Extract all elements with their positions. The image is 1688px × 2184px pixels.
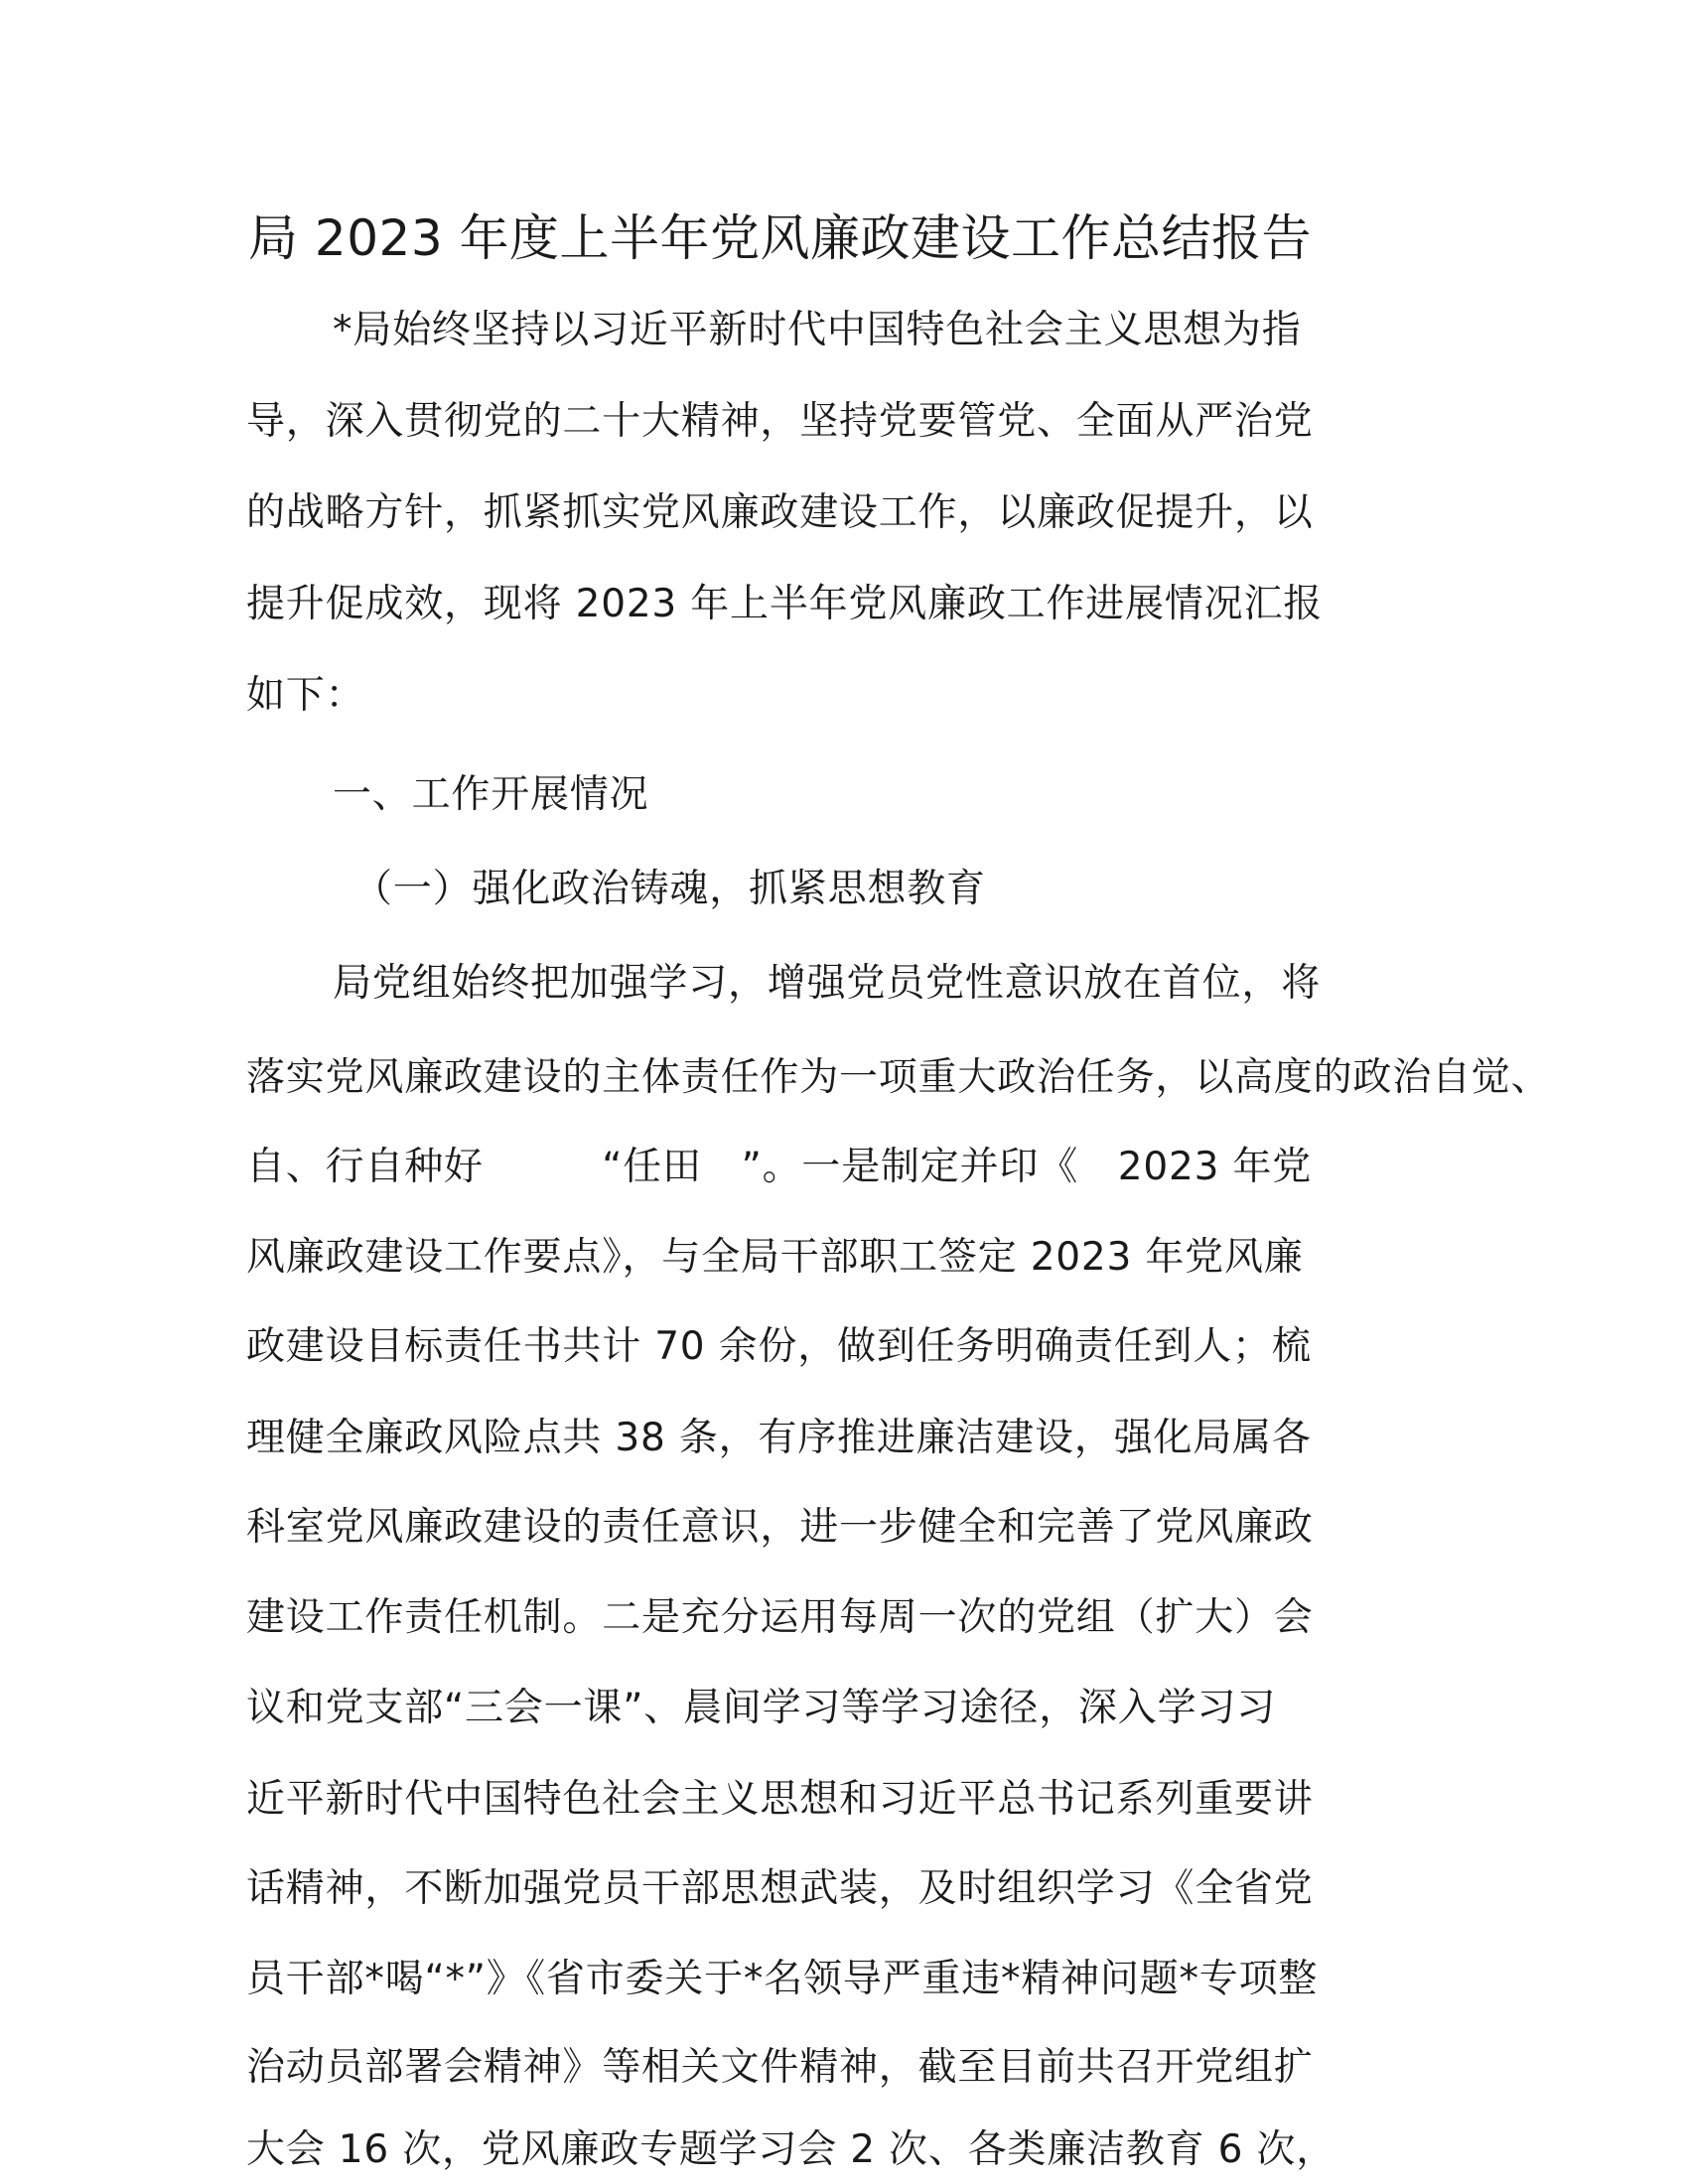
intro-line: 如下： [246,673,365,718]
document-title: 局 2023 年度上半年党风廉政建设工作总结报告 [248,209,1313,267]
section-heading: 一、工作开展情况 [333,772,649,817]
body-line: 大会 16 次，党风廉政专题学习会 2 次、各类廉洁教育 6 次， [246,2127,1336,2172]
intro-line: 提升促成效，现将 2023 年上半年党风廉政工作进展情况汇报 [246,582,1324,626]
body-line: 理健全廉政风险点共 38 条，有序推进廉洁建设，强化局属各 [246,1416,1312,1460]
body-line: 自、行自种好 “任田 ”。一是制定并印《 2023 年党 [246,1145,1313,1189]
body-line: 落实党风廉政建设的主体责任作为一项重大政治任务，以高度的政治自觉、 [246,1055,1551,1100]
intro-line: *局始终坚持以习近平新时代中国特色社会主义思想为指 [333,308,1302,352]
body-line: 风廉政建设工作要点》，与全局干部职工签定 2023 年党风廉 [246,1235,1304,1280]
body-line: 议和党支部“三会一课”、晨间学习等学习途径，深入学习习 [246,1686,1277,1730]
body-line: 局党组始终把加强学习，增强党员党性意识放在首位，将 [333,961,1322,1006]
body-line: 治动员部署会精神》等相关文件精神，截至目前共召开党组扩 [246,2045,1314,2090]
intro-line: 的战略方针，抓紧抓实党风廉政建设工作，以廉政促提升，以 [246,490,1314,535]
body-line: 员干部*喝“*”》《省市委关于*名领导严重违*精神问题*专项整 [246,1957,1319,2001]
body-line: 话精神，不断加强党员干部思想武装，及时组织学习《全省党 [246,1866,1314,1911]
subsection-heading: （一）强化政治铸魂，抓紧思想教育 [353,867,986,911]
intro-line: 导，深入贯彻党的二十大精神，坚持党要管党、全面从严治党 [246,399,1314,444]
body-line: 建设工作责任机制。二是充分运用每周一次的党组（扩大）会 [246,1595,1314,1640]
body-line: 科室党风廉政建设的责任意识，进一步健全和完善了党风廉政 [246,1505,1314,1550]
body-line: 政建设目标责任书共计 70 余份，做到任务明确责任到人；梳 [246,1324,1312,1369]
body-line: 近平新时代中国特色社会主义思想和习近平总书记系列重要讲 [246,1777,1314,1822]
